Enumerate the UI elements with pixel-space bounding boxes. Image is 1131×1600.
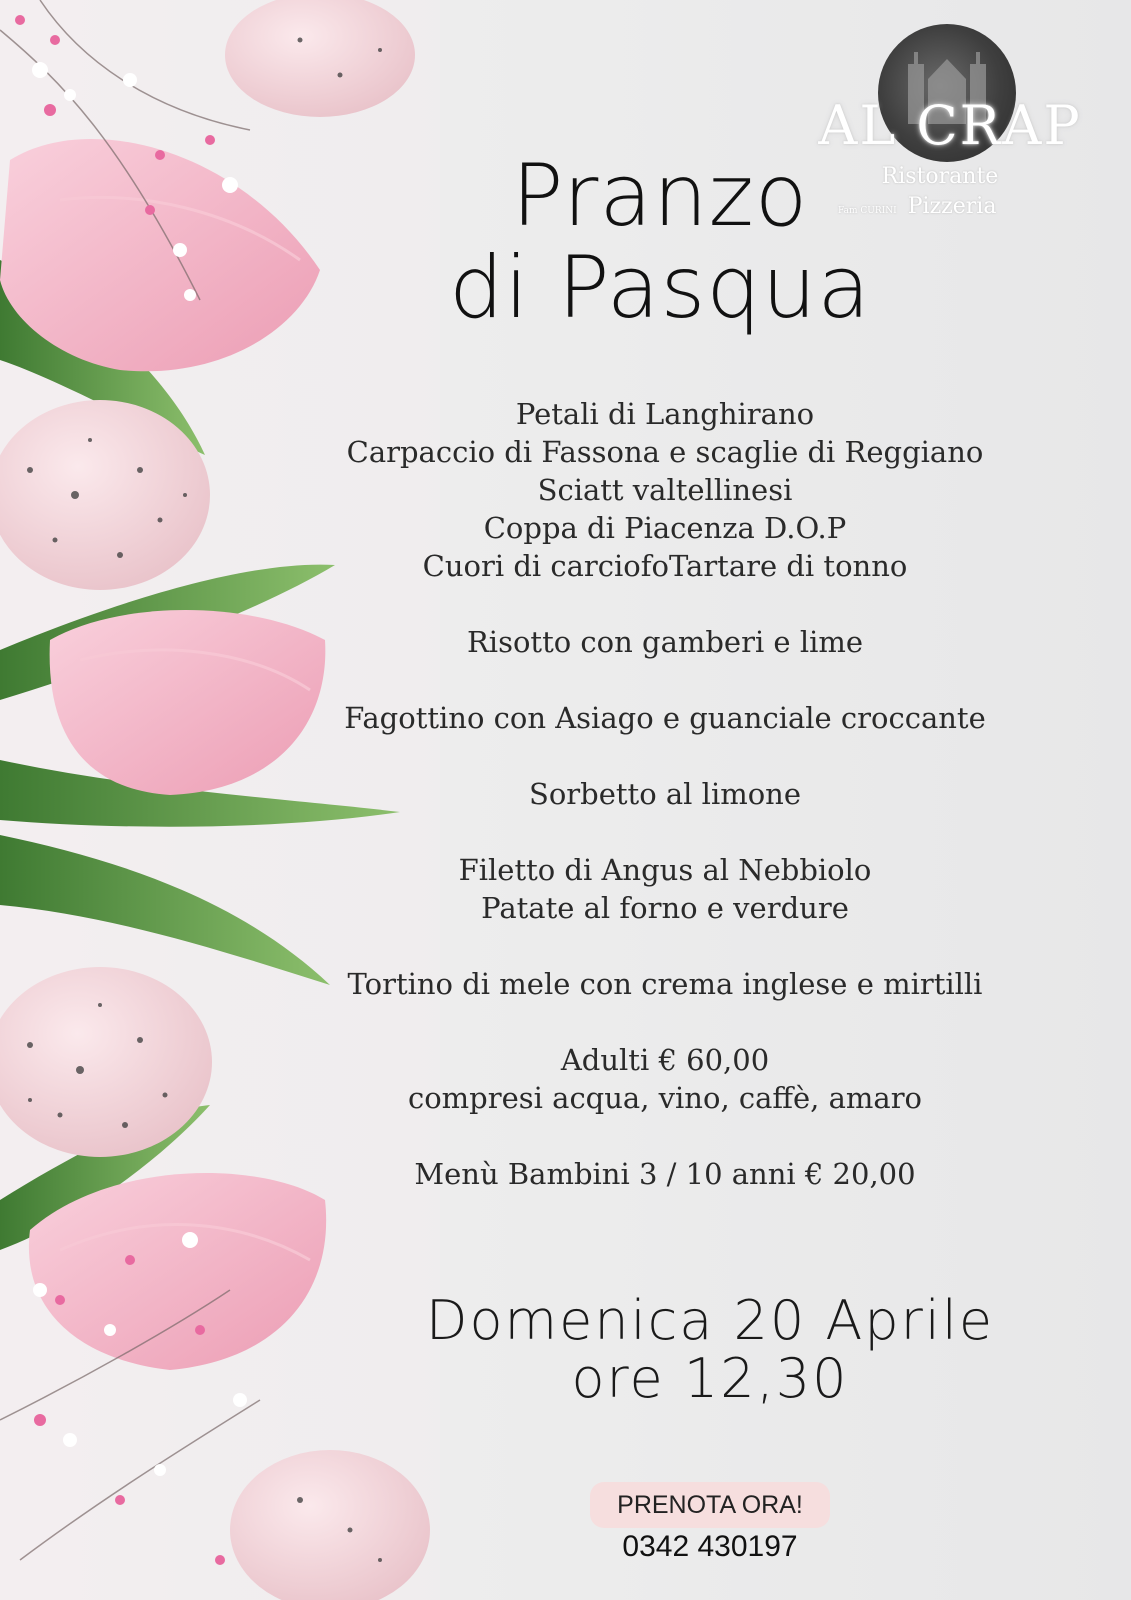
event-day: Domenica 20 Aprile [425,1289,995,1352]
menu-list [300,395,1030,1193]
kids-price: Menù Bambini 3 / 10 anni € 20,00 [414,1157,916,1191]
menu-item: Sciatt valtellinesi [537,473,793,507]
price-includes: compresi acqua, vino, caffè, amaro [407,1081,923,1115]
event-date [380,1289,1040,1410]
adult-price: Adulti € 60,00 [560,1043,770,1077]
menu-item: Cuori di carciofoTartare di tonno [422,549,908,583]
menu-item: Patate al forno e verdure [481,891,849,925]
book-now-button[interactable]: PRENOTA ORA! [590,1482,830,1528]
menu-item: Fagottino con Asiago e guanciale croccante [344,701,986,735]
menu-item: Petali di Langhirano [515,397,815,431]
page-title [330,146,990,339]
page-title-line: di Pasqua [448,238,872,339]
phone-number[interactable]: 0342 430197 [622,1530,798,1563]
logo-subtitle-pizzeria: Pizzeria [907,194,997,219]
easter-egg-shape [0,400,210,590]
menu-item: Tortino di mele con crema inglese e mirtilli [347,967,983,1001]
page-title-line: Pranzo [511,146,809,246]
logo-subtitle-ristorante: Ristorante [881,164,999,189]
menu-item: Filetto di Angus al Nebbiolo [458,853,872,887]
menu-item: Sorbetto al limone [528,777,802,811]
logo-brand-name: AL CRAP [818,94,1082,157]
logo-family-name: Fam CURINI [838,206,897,216]
event-time: ore 12,30 [571,1347,849,1410]
menu-item: Coppa di Piacenza D.O.P [483,511,847,545]
menu-item: Risotto con gamberi e lime [466,625,864,659]
menu-item: Carpaccio di Fassona e scaglie di Reggiano [346,435,984,469]
